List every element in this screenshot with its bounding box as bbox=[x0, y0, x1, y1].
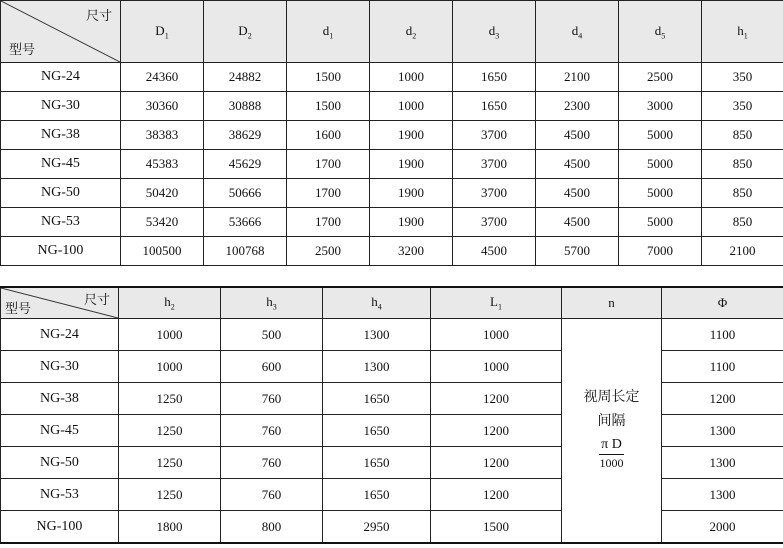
value-cell: 1800 bbox=[119, 511, 221, 544]
value-cell: 1900 bbox=[370, 179, 453, 208]
value-cell: 1700 bbox=[287, 150, 370, 179]
table-row bbox=[1, 121, 783, 150]
value-cell: 1500 bbox=[287, 63, 370, 92]
value-cell: 1900 bbox=[370, 150, 453, 179]
model-cell: NG-100 bbox=[1, 511, 119, 544]
value-cell: 800 bbox=[221, 511, 323, 544]
value-cell: 24360 bbox=[121, 63, 204, 92]
col-header: $d_4$ bbox=[536, 1, 619, 63]
value-cell: 850 bbox=[702, 179, 783, 208]
model-cell: NG-53 bbox=[1, 208, 121, 237]
table2-body bbox=[1, 319, 783, 544]
phi-cell: 1300 bbox=[662, 415, 783, 447]
value-cell: 1900 bbox=[370, 121, 453, 150]
value-cell: 50420 bbox=[121, 179, 204, 208]
value-cell: 45383 bbox=[121, 150, 204, 179]
table-row bbox=[1, 150, 783, 179]
value-cell: 1200 bbox=[431, 479, 562, 511]
col-header: $h_1$ bbox=[702, 1, 783, 63]
value-cell: 600 bbox=[221, 351, 323, 383]
table-row bbox=[1, 319, 783, 351]
col-header: $D_1$ bbox=[121, 1, 204, 63]
value-cell: 3700 bbox=[453, 208, 536, 237]
model-cell: NG-24 bbox=[1, 319, 119, 351]
table-row bbox=[1, 479, 783, 511]
value-cell: 38383 bbox=[121, 121, 204, 150]
spacing-formula-cell bbox=[562, 319, 662, 544]
value-cell: 50666 bbox=[204, 179, 287, 208]
value-cell: 3700 bbox=[453, 179, 536, 208]
formula-fraction bbox=[599, 436, 624, 471]
value-cell: 38629 bbox=[204, 121, 287, 150]
value-cell: 5000 bbox=[619, 150, 702, 179]
model-cell: NG-24 bbox=[1, 63, 121, 92]
value-cell: 5000 bbox=[619, 121, 702, 150]
value-cell: 53420 bbox=[121, 208, 204, 237]
table-row bbox=[1, 237, 783, 266]
value-cell: 1000 bbox=[431, 351, 562, 383]
model-cell: NG-50 bbox=[1, 179, 121, 208]
value-cell: 2500 bbox=[287, 237, 370, 266]
value-cell: 2100 bbox=[702, 237, 783, 266]
col-header: $d_1$ bbox=[287, 1, 370, 63]
model-cell: NG-30 bbox=[1, 351, 119, 383]
value-cell: 30888 bbox=[204, 92, 287, 121]
value-cell: 1200 bbox=[431, 383, 562, 415]
table-row bbox=[1, 383, 783, 415]
value-cell: 5000 bbox=[619, 208, 702, 237]
formula-line1: 视周长定 bbox=[583, 389, 640, 405]
corner-label-dimension: 尺寸 bbox=[83, 292, 110, 307]
corner-label-model: 型号 bbox=[9, 42, 36, 57]
value-cell: 1000 bbox=[119, 319, 221, 351]
value-cell: 7000 bbox=[619, 237, 702, 266]
formula-line2: 间隔 bbox=[597, 413, 626, 429]
corner-label-model: 型号 bbox=[5, 301, 32, 316]
table-row bbox=[1, 63, 783, 92]
phi-cell: 2000 bbox=[662, 511, 783, 544]
value-cell: 4500 bbox=[536, 179, 619, 208]
phi-cell: 1300 bbox=[662, 479, 783, 511]
model-cell: NG-45 bbox=[1, 150, 121, 179]
table-row bbox=[1, 92, 783, 121]
col-header: $L_1$ bbox=[431, 287, 562, 319]
col-header: n bbox=[562, 287, 662, 319]
value-cell: 2100 bbox=[536, 63, 619, 92]
value-cell: 350 bbox=[702, 92, 783, 121]
value-cell: 1200 bbox=[431, 415, 562, 447]
col-header: $h_4$ bbox=[323, 287, 431, 319]
table1-header-row bbox=[1, 1, 783, 63]
value-cell: 3700 bbox=[453, 150, 536, 179]
table-divider bbox=[0, 270, 783, 286]
value-cell: 5000 bbox=[619, 179, 702, 208]
dimension-table-2 bbox=[0, 286, 783, 544]
value-cell: 850 bbox=[702, 208, 783, 237]
value-cell: 3000 bbox=[619, 92, 702, 121]
value-cell: 1600 bbox=[287, 121, 370, 150]
model-cell: NG-45 bbox=[1, 415, 119, 447]
value-cell: 1200 bbox=[431, 447, 562, 479]
value-cell: 1900 bbox=[370, 208, 453, 237]
value-cell: 3700 bbox=[453, 121, 536, 150]
value-cell: 760 bbox=[221, 479, 323, 511]
value-cell: 1650 bbox=[453, 92, 536, 121]
value-cell: 30360 bbox=[121, 92, 204, 121]
value-cell: 850 bbox=[702, 150, 783, 179]
table-row bbox=[1, 351, 783, 383]
value-cell: 1650 bbox=[323, 415, 431, 447]
dimension-table-1 bbox=[0, 0, 783, 266]
value-cell: 45629 bbox=[204, 150, 287, 179]
model-cell: NG-53 bbox=[1, 479, 119, 511]
corner-label-dimension: 尺寸 bbox=[85, 8, 112, 23]
col-header: $D_2$ bbox=[204, 1, 287, 63]
table1-corner-cell bbox=[1, 1, 121, 63]
col-header: Φ bbox=[662, 287, 783, 319]
col-header: $h_3$ bbox=[221, 287, 323, 319]
value-cell: 1250 bbox=[119, 479, 221, 511]
value-cell: 850 bbox=[702, 121, 783, 150]
table-row bbox=[1, 179, 783, 208]
value-cell: 24882 bbox=[204, 63, 287, 92]
value-cell: 2950 bbox=[323, 511, 431, 544]
phi-cell: 1100 bbox=[662, 319, 783, 351]
value-cell: 1000 bbox=[119, 351, 221, 383]
value-cell: 1250 bbox=[119, 415, 221, 447]
phi-cell: 1200 bbox=[662, 383, 783, 415]
value-cell: 1000 bbox=[431, 319, 562, 351]
value-cell: 4500 bbox=[453, 237, 536, 266]
value-cell: 1650 bbox=[453, 63, 536, 92]
value-cell: 1500 bbox=[431, 511, 562, 544]
value-cell: 1500 bbox=[287, 92, 370, 121]
table2-header-row bbox=[1, 287, 783, 319]
value-cell: 1300 bbox=[323, 351, 431, 383]
value-cell: 4500 bbox=[536, 121, 619, 150]
value-cell: 2300 bbox=[536, 92, 619, 121]
table-row bbox=[1, 208, 783, 237]
value-cell: 350 bbox=[702, 63, 783, 92]
model-cell: NG-38 bbox=[1, 121, 121, 150]
value-cell: 760 bbox=[221, 447, 323, 479]
table-row bbox=[1, 447, 783, 479]
table-row bbox=[1, 511, 783, 544]
value-cell: 1000 bbox=[370, 63, 453, 92]
value-cell: 2500 bbox=[619, 63, 702, 92]
value-cell: 1250 bbox=[119, 383, 221, 415]
table1-body bbox=[1, 63, 783, 266]
col-header: $d_5$ bbox=[619, 1, 702, 63]
model-cell: NG-30 bbox=[1, 92, 121, 121]
model-cell: NG-50 bbox=[1, 447, 119, 479]
value-cell: 1000 bbox=[370, 92, 453, 121]
value-cell: 1650 bbox=[323, 479, 431, 511]
phi-cell: 1300 bbox=[662, 447, 783, 479]
value-cell: 4500 bbox=[536, 208, 619, 237]
col-header: $h_2$ bbox=[119, 287, 221, 319]
value-cell: 3200 bbox=[370, 237, 453, 266]
col-header: $d_2$ bbox=[370, 1, 453, 63]
value-cell: 760 bbox=[221, 415, 323, 447]
value-cell: 1650 bbox=[323, 383, 431, 415]
value-cell: 5700 bbox=[536, 237, 619, 266]
formula-denominator: 1000 bbox=[599, 455, 624, 470]
value-cell: 53666 bbox=[204, 208, 287, 237]
col-header: $d_3$ bbox=[453, 1, 536, 63]
value-cell: 100500 bbox=[121, 237, 204, 266]
model-cell: NG-38 bbox=[1, 383, 119, 415]
value-cell: 1300 bbox=[323, 319, 431, 351]
value-cell: 100768 bbox=[204, 237, 287, 266]
formula-numerator: π D bbox=[599, 436, 624, 455]
value-cell: 1700 bbox=[287, 179, 370, 208]
phi-cell: 1100 bbox=[662, 351, 783, 383]
model-cell: NG-100 bbox=[1, 237, 121, 266]
value-cell: 1650 bbox=[323, 447, 431, 479]
table2-corner-cell bbox=[1, 287, 119, 319]
value-cell: 1700 bbox=[287, 208, 370, 237]
value-cell: 760 bbox=[221, 383, 323, 415]
value-cell: 4500 bbox=[536, 150, 619, 179]
value-cell: 1250 bbox=[119, 447, 221, 479]
value-cell: 500 bbox=[221, 319, 323, 351]
table-row bbox=[1, 415, 783, 447]
